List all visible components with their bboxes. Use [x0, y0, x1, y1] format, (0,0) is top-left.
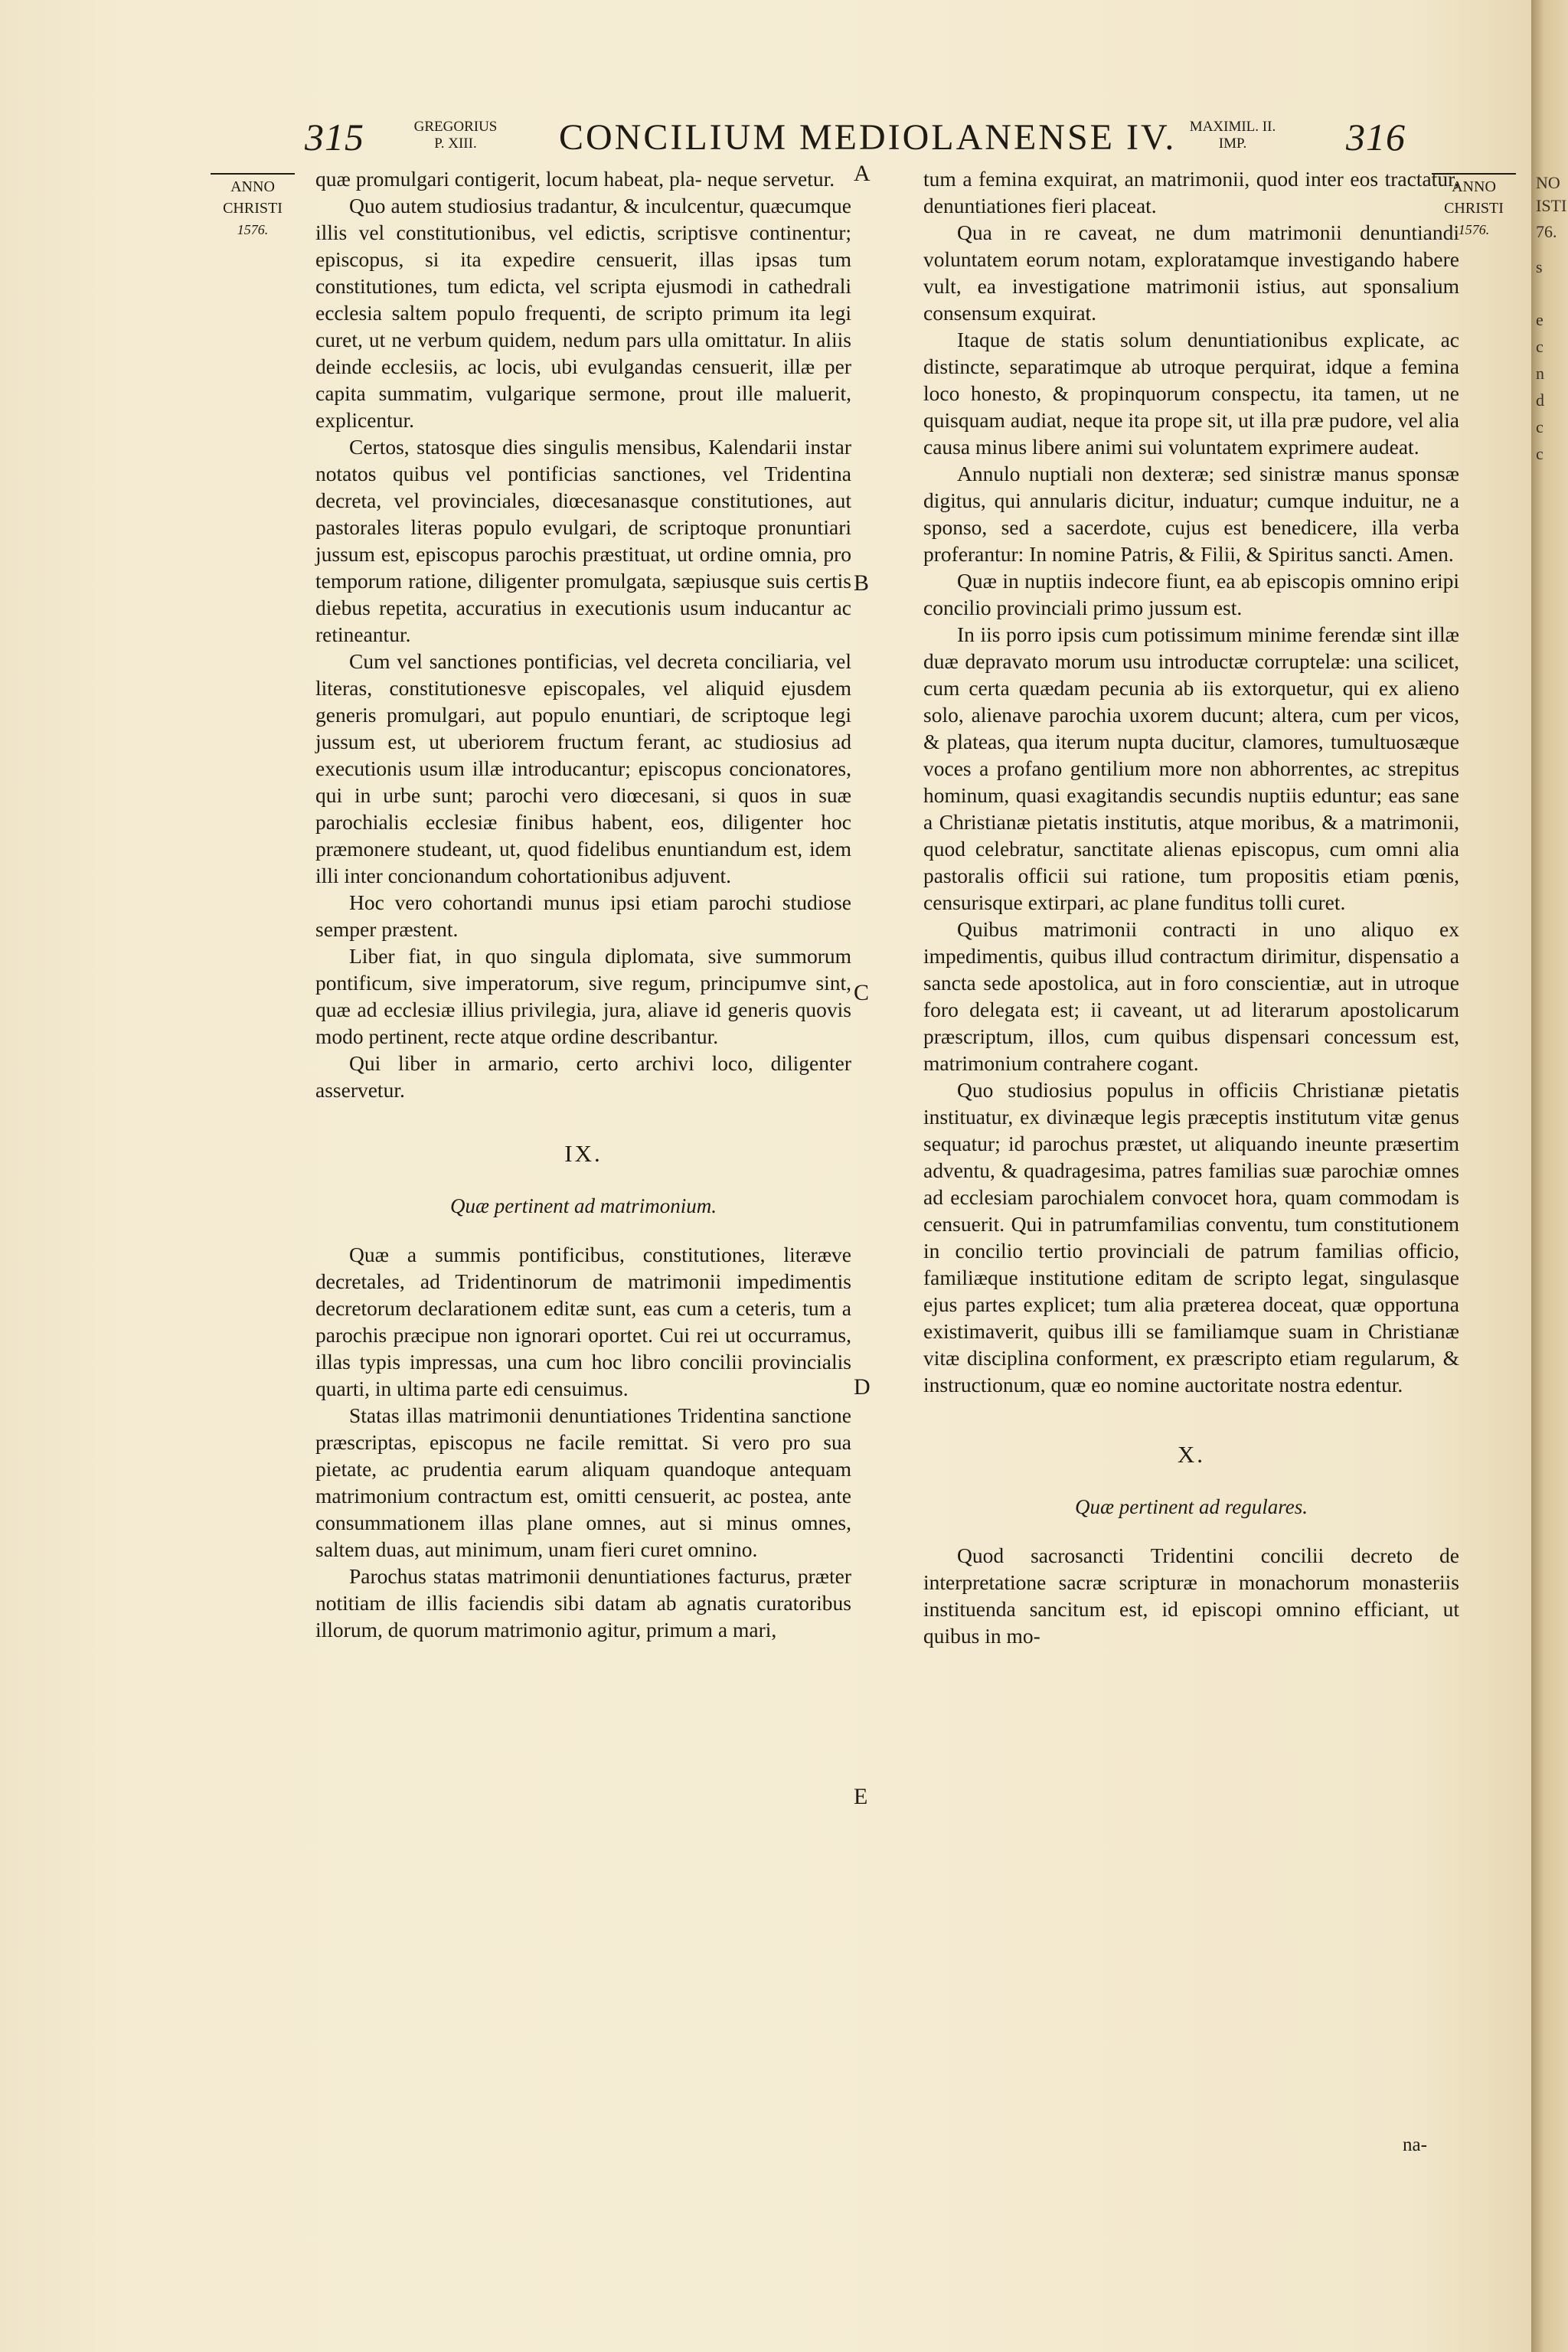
paragraph: quæ promulgari contigerit, locum habeat, pla- neque servetur. [315, 167, 835, 191]
paragraph: Quæ a summis pontificibus, constitutiones, literæve decretales, ad Tridentinorum de matrimonii impedimentis decretorum declarationem editæ sunt, eas cum a ceteris, tum a parochis præcipue non ignorari oportet. Cui rei ut occurramus, illas typis impressas, una cum hoc libro concilii provincialis quarti, in ultima parte edi censuimus. [315, 1243, 851, 1400]
right-runner-line1: MAXIMIL. II. [1189, 119, 1276, 135]
paragraph: Liber fiat, in quo singula diplomata, sive summorum pontificum, sive imperatorum, sive regum, principumve sint, quæ ad ecclesiæ illius privilegia, jura, aliave id generis quovis modo pertinent, recte atque ordine describantur. [315, 944, 851, 1048]
paragraph: Quo autem studiosius tradantur, & inculcentur, quæcumque illis vel constitutionibus, vel edictis, scriptisve continentur; episcopus, si ita expedire censuerit, illas ipsas tum constitutiones, tum edicta, vel scripta ejusmodi in cathedrali ecclesia saltem populo frequenti, de scripto primum ita legi curet, ut ne verbum quidem, nedum pars ulla omittatur. In aliis deinde ecclesiis, ac locis, ubi evulgandas censuerit, illæ per capita summatim, vulgarique sermone, prout ille maluerit, explicentur. [315, 194, 851, 432]
paragraph: Quod sacrosancti Tridentini concilii decreto de interpretatione sacræ scripturæ in monachorum monasteriis instituenda sancitum est, id episcopi omnino efficiant, ut quibus in mo- [923, 1544, 1459, 1648]
adjacent-page-edge [1531, 0, 1568, 2352]
page-edge-fragment: ISTI [1536, 196, 1567, 215]
page-edge-fragment: NO [1536, 173, 1560, 192]
page-edge-fragment: e [1536, 310, 1544, 329]
paragraph: tum a femina exquirat, an matrimonii, quod inter eos tractatur, denuntiationes fieri placeat. [923, 167, 1459, 217]
left-column [315, 165, 851, 1643]
section-number: X. [1177, 1441, 1206, 1468]
left-runner-line2: P. XIII. [434, 136, 477, 152]
margin-christi: CHRISTI [223, 200, 283, 217]
page-title: CONCILIUM MEDIOLANENSE IV. [559, 117, 1177, 158]
page-edge-fragment: n [1536, 364, 1544, 383]
page-edge-fragment: c [1536, 417, 1544, 436]
right-column [923, 165, 1459, 1649]
margin-year: 1576. [1458, 222, 1490, 237]
right-runner-line2: IMP. [1218, 136, 1247, 152]
section-number: IX. [564, 1140, 603, 1167]
left-runner-line1: GREGORIUS [413, 119, 498, 135]
section-letter-d: D [854, 1374, 871, 1400]
paragraph: Quæ in nuptiis indecore fiunt, ea ab episcopis omnino eripi concilio provinciali primo jussum est. [923, 569, 1459, 619]
paragraph: Annulo nuptiali non dexteræ; sed sinistræ manus sponsæ digitus, qui annularis dicitur, induatur; cumque induitur, ne a sponso, sed a sacerdote, cujus est benedicere, illa verba proferantur: In nomine Patris, & Filii, & Spiritus sancti. Amen. [923, 462, 1459, 566]
paragraph: Parochus statas matrimonii denuntiationes facturus, præter notitiam de illis faciendis sibi datam ab agnatis curatoribus illorum, de quorum matrimonio agitur, primum a mari, [315, 1564, 851, 1642]
margin-rule [211, 173, 295, 175]
paragraph: Statas illas matrimonii denuntiationes Tridentina sanctione præscriptas, episcopus ne facile remittat. Si vero pro sua pietate, ac prudentia earum aliquam quandoque antequam matrimonium contractum est, omitti censuerit, ac postea, ante consummationem illas plane omnes, aut si minus omnes, saltem duas, aut minimum, unam fieri curet omnino. [315, 1403, 851, 1561]
left-running-head [398, 119, 513, 152]
paragraph: Qua in re caveat, ne dum matrimonii denuntiandi voluntatem eorum notam, exploratamque investigando habere vult, ea investigatione matrimonii istius, aut sponsalium consensum exquirat. [923, 220, 1459, 325]
page-edge-fragment: c [1536, 444, 1544, 463]
left-page-number: 315 [305, 116, 364, 158]
page-edge-fragment: s [1536, 257, 1543, 276]
section-letter-b: B [854, 570, 870, 596]
margin-anno: ANNO [230, 178, 275, 195]
section-letter-e: E [854, 1784, 868, 1809]
page-edge-fragment: c [1536, 337, 1544, 356]
section-letter-c: C [854, 980, 870, 1005]
paragraph: Quo studiosius populus in officiis Christianæ pietatis instituatur, ex divinæque legis præceptis institutum vitæ genus sequatur; id parochus præstet, ut aliquando ineunte præsertim adventu, & quadragesima, patres familias suæ parochiæ omnes ad ecclesiam parochialem convocet hora, quam commodam is censuerit. Qui in patrumfamilias conventu, tum constitutionem in concilio tertio provinciali de patrum familias officio, familiæque institutione editam de scripto legat, singulasque ejus partes explicet; tum alia præterea doceat, quæ opportuna existimaverit, quibus illi se familiamque suam in Christianæ vitæ disciplina conforment, ex præscripto etiam regularum, & instructionum, quæ eo nomine auctoritate nostra edentur. [923, 1078, 1459, 1396]
paragraph: Certos, statosque dies singulis mensibus, Kalendarii instar notatos quibus vel pontificias sanctiones, vel Tridentina decreta, vel provinciales, diœcesanasque constitutiones, aut pastorales literas populo evulgari, de scriptoque pronuntiari jussum est, episcopus parochis præstituat, ut ordine omnia, pro temporum ratione, diligenter promulgata, sæpiusque suis certis diebus repetita, accuratius in executionis usum inducantur ac retineantur. [315, 435, 851, 646]
section-title: Quæ pertinent ad regulares. [1075, 1495, 1308, 1518]
paragraph: Itaque de statis solum denuntiationibus explicate, ac distincte, separatimque ab utroque perquirat, idque a femina loco honesto, & propinquorum conspectu, ita tamen, ut ne quisquam audiat, neque ita prope sit, ut illa præ pudore, vel alia causa minus libere animi sui voluntatem exprimere audeat. [923, 328, 1459, 459]
right-running-head [1171, 119, 1294, 152]
margin-christi: CHRISTI [1444, 200, 1504, 217]
section-letter-a: A [854, 161, 871, 186]
catchword: na- [1403, 2135, 1427, 2155]
margin-anno: ANNO [1452, 178, 1496, 195]
paragraph: Qui liber in armario, certo archivi loco, diligenter asservetur. [315, 1051, 851, 1102]
right-page-number: 316 [1346, 116, 1406, 158]
paragraph: Quibus matrimonii contracti in uno aliquo ex impedimentis, quibus illud contractum dirimitur, dispensatio a sancta sede apostolica, aut in foro conscientiæ, aut in utroque foro delegata est; ii caveant, ut ad literarum apostolicarum præscriptum, illos, cum quibus dispensari concessum est, matrimonium contrahere cogant. [923, 917, 1459, 1075]
left-margin-note [207, 173, 299, 240]
page-edge-fragment: d [1536, 390, 1544, 410]
paragraph: In iis porro ipsis cum potissimum minime ferendæ sint illæ duæ depravato morum usu introductæ corruptelæ: una scilicet, cum certa quædam pecunia ab iis extorquetur, qui ex alieno solo, alienave parochia uxorem ducunt; altera, cum per vicos, & plateas, qua iterum nupta ducitur, clamores, tumultuosæque voces a profano gentilium more non abhorrentes, ac strepitus hominum, quasi exagitandis secundis nuptiis eduntur; eas sane a Christianæ pietatis institutis, atque moribus, & a matrimonii, quod celebratur, sanctitate alienas episcopus, cum omni alia pastoralis officii sui ratione, tum propositis etiam pœnis, censurisque extirpari, ac plane funditus tolli curet. [923, 622, 1459, 914]
paragraph: Hoc vero cohortandi munus ipsi etiam parochi studiose semper præstent. [315, 890, 851, 941]
paragraph: Cum vel sanctiones pontificias, vel decreta conciliaria, vel literas, constitutionesve episcopales, vel aliquid ejusdem generis promulgari, aut populo enuntiari, de scriptoque legi jussum est, ut uberiorem fructum ferant, ac studiosius ad executionis usum illæ introducantur; episcopus concionatores, qui in urbe sunt; parochi vero diœcesani, si quos in suæ parochialis ecclesiæ finibus habent, eos, diligenter hoc præmonere studeant, ut, quod fidelibus enuntiandum est, idem illi inter concionandum cohortationibus adjuvent. [315, 649, 851, 887]
page-edge-fragment: 76. [1536, 222, 1557, 241]
margin-year: 1576. [237, 222, 269, 237]
section-title: Quæ pertinent ad matrimonium. [450, 1194, 717, 1217]
